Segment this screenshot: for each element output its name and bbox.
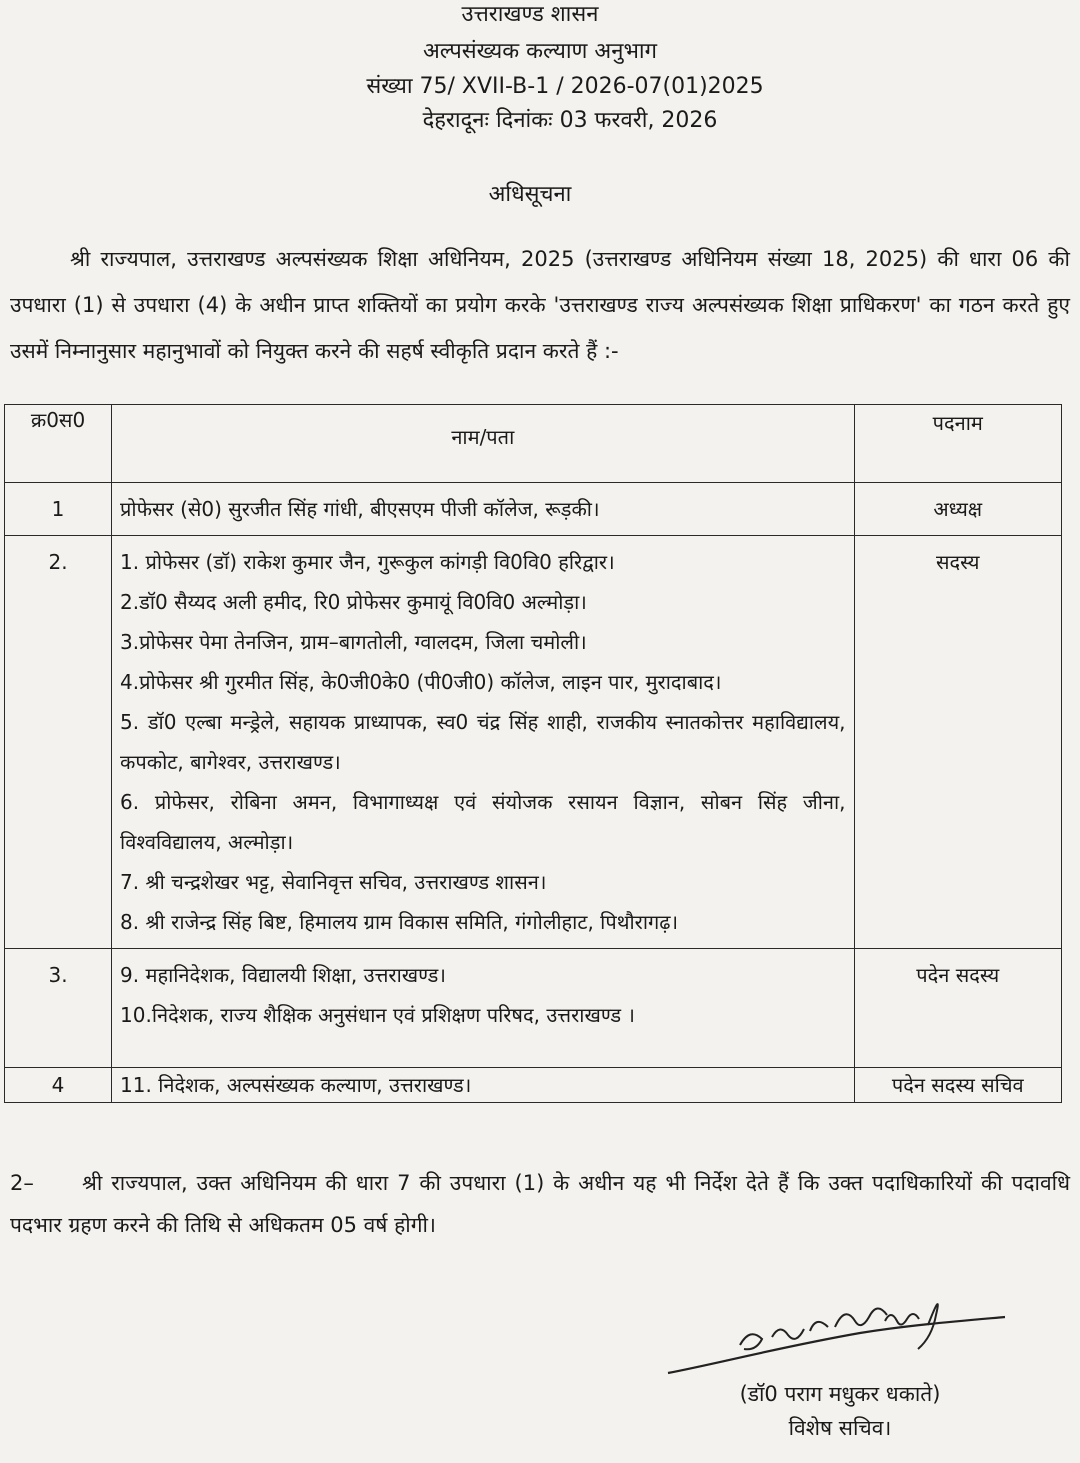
member-entry: 4.प्रोफेसर श्री गुरमीत सिंह, के0जी0के0 (पी0जी0) कॉलेज, लाइन पार, मुरादाबाद।: [120, 670, 722, 694]
row-serial: 2.: [5, 536, 112, 949]
notification-paragraph-1: श्री राज्यपाल, उत्तराखण्ड अल्पसंख्यक शिक्षा अधिनियम, 2025 (उत्तराखण्ड अधिनियम संख्या 18, 2025) की धारा 06 की उपधारा (1) से उपधारा (4) के अधीन प्राप्त शक्तियों का प्रयोग करके 'उत्तराखण्ड राज्य अल्पसंख्यक शिक्षा प्राधिकरण' का गठन करते हुए उसमें निम्नानुसार महानुभावों को नियुक्त करने की सहर्ष स्वीकृति प्रदान करते हैं :-: [10, 247, 1070, 363]
table-row: [5, 536, 1062, 949]
place-date: देहरादूनः दिनांकः 03 फरवरी, 2026: [422, 108, 718, 133]
table-row: [5, 1068, 1062, 1103]
row-serial: 1: [5, 483, 112, 536]
member-entry: 11. निदेशक, अल्पसंख्यक कल्याण, उत्तराखण्ड।: [120, 1073, 472, 1097]
table-header-row: [5, 405, 1062, 483]
signatory-designation: विशेष सचिव।: [788, 1416, 892, 1440]
table-row: [5, 949, 1062, 1068]
table-row: [5, 483, 1062, 536]
member-entry: 10.निदेशक, राज्य शैक्षिक अनुसंधान एवं प्रशिक्षण परिषद, उत्तराखण्ड ।: [120, 1003, 635, 1027]
header-name-address: नाम/पता: [112, 405, 855, 483]
row-members: [112, 536, 855, 949]
member-entry: प्रोफेसर (से0) सुरजीत सिंह गांधी, बीएसएम पीजी कॉलेज, रूड़की।: [120, 497, 600, 521]
notification-title: अधिसूचना: [488, 182, 572, 207]
signatory-name: (डॉ0 पराग मधुकर धकाते): [739, 1382, 941, 1406]
row-designation: पदेन सदस्य सचिव: [854, 1068, 1061, 1103]
row-serial: 4: [5, 1068, 112, 1103]
member-entry: 1. प्रोफेसर (डॉ) राकेश कुमार जैन, गुरूकुल कांगड़ी वि0वि0 हरिद्वार।: [120, 550, 615, 574]
member-entry: 3.प्रोफेसर पेमा तेनजिन, ग्राम–बागतोली, ग्वालदम, जिला चमोली।: [120, 630, 587, 654]
row-designation: सदस्य: [854, 536, 1061, 949]
row-designation: पदेन सदस्य: [854, 949, 1061, 1068]
member-entry: 2.डॉ0 सैय्यद अली हमीद, रि0 प्रोफेसर कुमायूं वि0वि0 अल्मोड़ा।: [120, 590, 587, 614]
row-members: [112, 949, 855, 1068]
row-serial: 3.: [5, 949, 112, 1068]
reference-number: संख्या 75/ XVII-B-1 / 2026-07(01)2025: [366, 74, 764, 99]
member-entry: 8. श्री राजेन्द्र सिंह बिष्ट, हिमालय ग्राम विकास समिति, गंगोलीहाट, पिथौरागढ़।: [120, 910, 679, 934]
member-entry: 6. प्रोफेसर, रोबिना अमन, विभागाध्यक्ष एवं संयोजक रसायन विज्ञान, सोबन सिंह जीना, विश्वविद्यालय, अल्मोड़ा।: [120, 790, 846, 854]
header-designation: पदनाम: [854, 405, 1061, 483]
member-entry: 5. डॉ0 एल्बा मन्ड्रेले, सहायक प्राध्यापक, स्व0 चंद्र सिंह शाही, राजकीय स्नातकोत्तर महाविद्यालय, कपकोट, बागेश्वर, उत्तराखण्ड।: [120, 710, 846, 774]
header-serial: क्र0स0: [5, 405, 112, 483]
member-entry: 9. महानिदेशक, विद्यालयी शिक्षा, उत्तराखण्ड।: [120, 963, 446, 987]
row-members: [112, 483, 855, 536]
department-heading: अल्पसंख्यक कल्याण अनुभाग: [422, 39, 657, 64]
row-members: [112, 1068, 855, 1103]
paragraph-text: श्री राज्यपाल, उक्त अधिनियम की धारा 7 की उपधारा (1) के अधीन यह भी निर्देश देते हैं कि उक्त पदाधिकारियों की पदावधि पदभार ग्रहण करने की तिथि से अधिकतम 05 वर्ष होगी।: [10, 1171, 1070, 1237]
handwritten-signature: [660, 1285, 1020, 1385]
member-entry: 7. श्री चन्द्रशेखर भट्ट, सेवानिवृत्त सचिव, उत्तराखण्ड शासन।: [120, 870, 547, 894]
notification-paragraph-2: [10, 1162, 1070, 1246]
authority-members-table: [4, 404, 1062, 1103]
row-designation: अध्यक्ष: [854, 483, 1061, 536]
government-heading: उत्तराखण्ड शासन: [461, 2, 599, 27]
paragraph-number: 2–: [10, 1171, 34, 1195]
